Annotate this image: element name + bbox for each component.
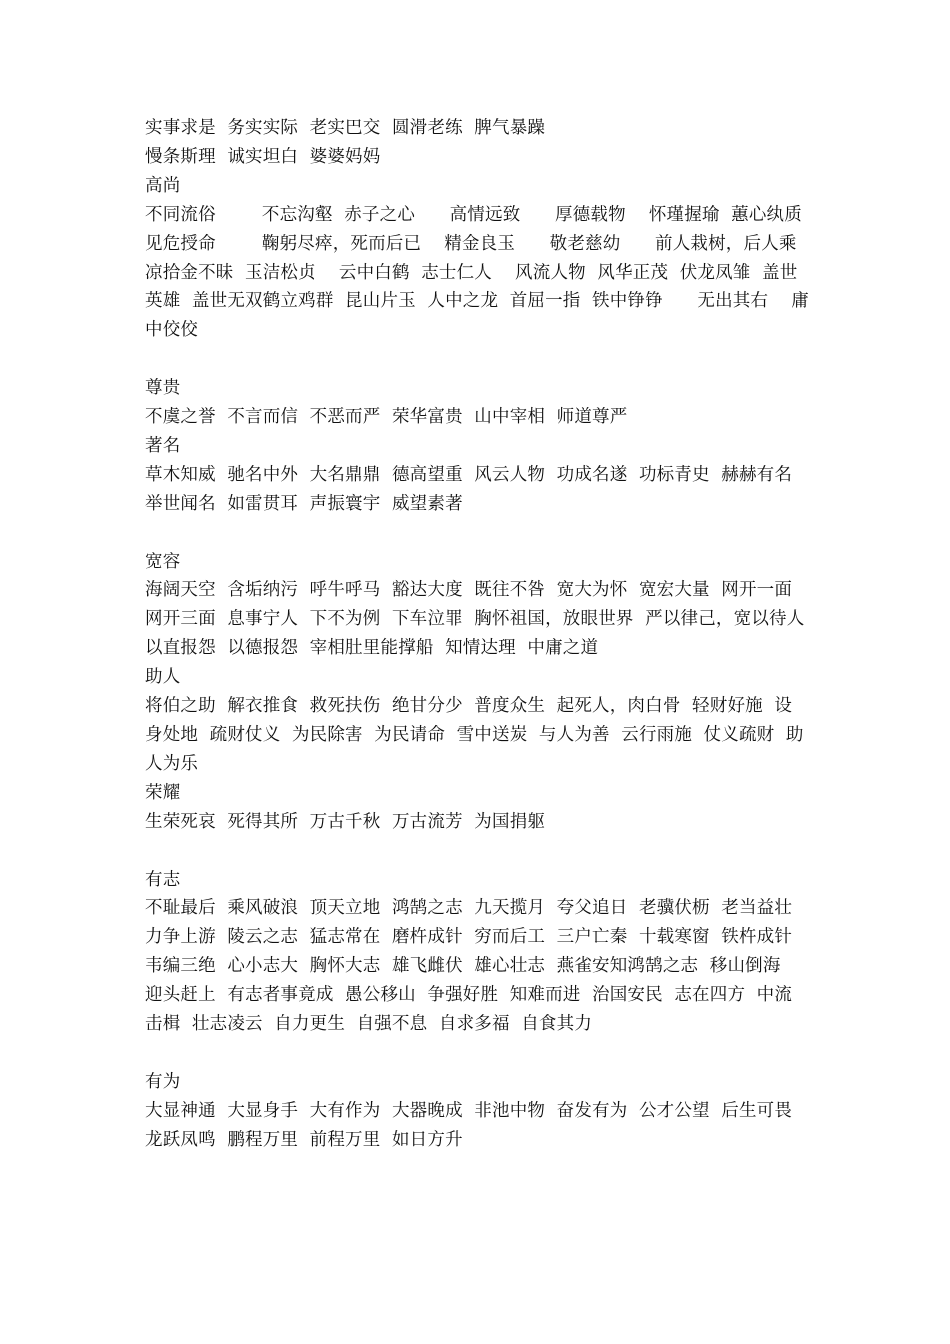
blank-line [145,837,809,866]
heading-zungui: 尊贵 [145,378,181,399]
blank-line [145,1039,809,1068]
blank-line [145,345,809,374]
blank-line [145,519,809,548]
heading-zhuren: 助人 [145,667,181,688]
body-zhuren: 将伯之助 解衣推食 救死扶伤 绝甘分少 普度众生 起死人，肉白骨 轻财好施 设身处地 疏财仗义 为民除害 为民请命 雪中送炭 与人为善 云行雨施 仗义疏财 助人为乐 [145,696,804,774]
intro-line-2: 慢条斯理 诚实坦白 婆婆妈妈 [145,146,381,167]
intro-line-1: 实事求是 务实实际 老实巴交 圆滑老练 脾气暴躁 [145,118,546,138]
document-page [145,114,816,1155]
body-zungui: 不虞之誉 不言而信 不恶而严 荣华富贵 山中宰相 师道尊严 [145,407,628,428]
body-kuanrong: 海阔天空 含垢纳污 呼牛呼马 豁达大度 既往不咎 宽大为怀 宽宏大量 网开一面 网开三面 息事宁人 下不为例 下车泣罪 胸怀祖国，放眼世界 严以律己，宽以待人 以直报怨 以德报怨 宰相肚里能撑船 知情达理 中庸之道 [145,580,816,659]
body-youzhi: 不耻最后 乘风破浪 顶天立地 鸿鹄之志 九天揽月 夸父追日 老骥伏枥 老当益壮 力争上游 陵云之志 猛志常在 磨杵成针 穷而后工 三户亡秦 十载寒窗 铁杵成针 韦编三绝 心小志大 胸怀大志 雄飞雌伏 雄心壮志 燕雀安知鸿鹄之志 移山倒海 迎头赶上 有志者事竟成 愚公移山 争强好胜 知难而进 治国安民 志在四方 中流击楫 壮志凌云 自力更生 自强不息 自求多福 自食其力 [145,898,804,1035]
body-youwei: 大显神通 大显身手 大有作为 大器晚成 非池中物 奋发有为 公才公望 后生可畏 龙跃凤鸣 鹏程万里 前程万里 如日方升 [145,1100,804,1150]
heading-rongyao: 荣耀 [145,782,181,803]
heading-gaoshang: 高尚 [145,175,181,196]
body-gaoshang: 不同流俗 不忘沟壑 赤子之心 高情远致 厚德载物 怀瑾握瑜 蕙心纨质 见危授命 鞠躬尽瘁，死而后已 精金良玉 敬老慈幼 前人栽树，后人乘凉拾金不昧 玉洁松贞 云中白鹤 志士仁人 风流人物 风华正茂 伏龙凤雏 盖世英雄 盖世无双鹤立鸡群 昆山片玉 人中之龙 首屈一指 铁中铮铮 无出其右 庸中佼佼 [145,204,814,341]
body-zhuming: 草木知威 驰名中外 大名鼎鼎 德高望重 风云人物 功成名遂 功标青史 赫赫有名 举世闻名 如雷贯耳 声振寰宇 威望素著 [145,464,804,514]
heading-youzhi: 有志 [145,869,181,890]
body-rongyao: 生荣死哀 死得其所 万古千秋 万古流芳 为国捐躯 [145,811,546,832]
heading-kuanrong: 宽容 [145,551,181,572]
heading-zhuming: 著名 [145,435,181,456]
heading-youwei: 有为 [145,1071,181,1092]
